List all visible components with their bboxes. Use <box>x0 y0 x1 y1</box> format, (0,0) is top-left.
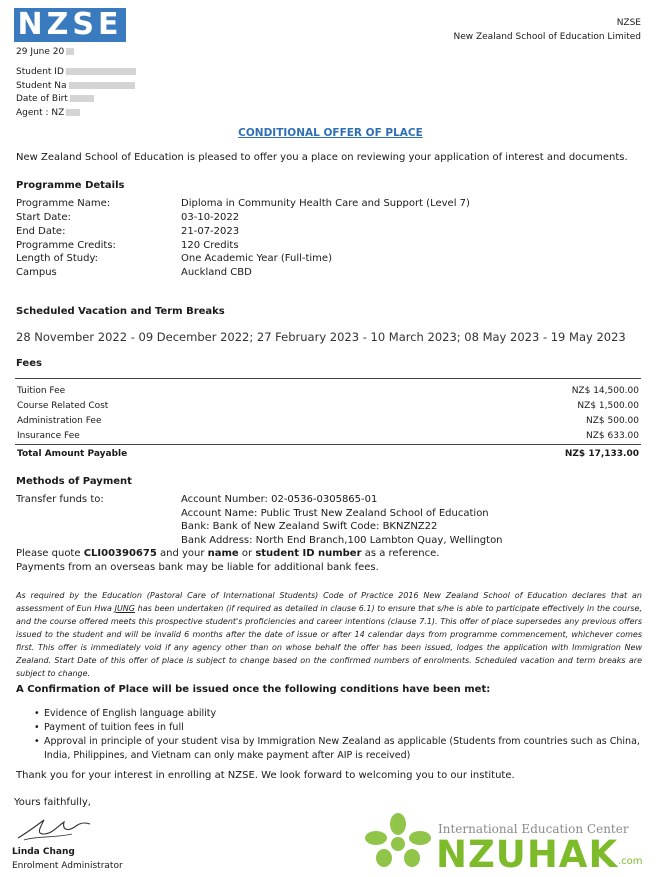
fee-value: NZ$ 1,500.00 <box>577 401 639 411</box>
student-id-label: Student ID <box>16 67 64 77</box>
student-name-label: Student Na <box>16 81 67 91</box>
programme-heading: Programme Details <box>16 180 125 191</box>
programme-label: Length of Study: <box>16 253 99 264</box>
quote-text: or <box>238 548 256 559</box>
quote-reference <box>16 548 439 559</box>
overseas-note: Payments from an overseas bank may be liable for additional bank fees. <box>16 562 379 573</box>
programme-value: Auckland CBD <box>181 267 252 278</box>
dob-label: Date of Birt <box>16 94 68 104</box>
programme-value: 03-10-2022 <box>181 212 240 223</box>
fee-label: Course Related Cost <box>17 401 109 411</box>
legal-declaration <box>16 589 642 680</box>
fees-heading: Fees <box>16 358 42 369</box>
programme-value: One Academic Year (Full-time) <box>181 253 332 264</box>
conditions-list <box>32 707 644 763</box>
watermark-suffix: .com <box>618 856 643 867</box>
nzuhak-flower-icon <box>362 812 434 874</box>
vacation-heading: Scheduled Vacation and Term Breaks <box>16 306 225 317</box>
dob-line <box>16 94 94 104</box>
fee-label: Tuition Fee <box>17 386 66 396</box>
quote-text: and your <box>156 548 208 559</box>
signature-image <box>14 812 94 844</box>
quote-suffix: as a reference. <box>361 548 440 559</box>
quote-name: name <box>207 548 239 559</box>
signer-name: Linda Chang <box>12 847 75 857</box>
fee-label: Administration Fee <box>17 416 102 426</box>
fees-divider-top <box>15 378 641 379</box>
quote-code: CLI00390675 <box>83 548 157 559</box>
programme-label: Programme Credits: <box>16 240 116 251</box>
transfer-label: Transfer funds to: <box>16 494 104 505</box>
legal-text: As required by the Education (Pastoral Care of International Students) Code of Practice 2016 New Zealand School of Education declares that an assessment of Eun Hwa <box>16 591 642 613</box>
condition-item: • Payment of tuition fees in full <box>32 721 644 735</box>
programme-label: Campus <box>16 267 57 278</box>
agent-line <box>16 108 80 118</box>
offer-intro: New Zealand School of Education is pleased to offer you a place on reviewing your application of interest and documents. <box>16 152 628 163</box>
programme-label: End Date: <box>16 226 66 237</box>
watermark-tagline: International Education Center <box>438 822 629 836</box>
org-full-name: New Zealand School of Education Limited <box>453 32 641 42</box>
watermark-brand: NZUHAK <box>436 833 619 876</box>
account-name: Account Name: Public Trust New Zealand School of Education <box>181 508 489 519</box>
bank-address: Bank Address: North End Branch,100 Lambton Quay, Wellington <box>181 535 503 546</box>
sign-off: Yours faithfully, <box>14 797 91 808</box>
condition-item: • Evidence of English language ability <box>32 707 644 721</box>
org-short-name: NZSE <box>616 18 641 28</box>
student-name-line <box>16 81 135 91</box>
programme-label: Start Date: <box>16 212 71 223</box>
programme-label: Programme Name: <box>16 198 111 209</box>
offer-title: CONDITIONAL OFFER OF PLACE <box>238 127 423 139</box>
quote-student-id: student ID number <box>255 548 362 559</box>
programme-value: 21-07-2023 <box>181 226 240 237</box>
programme-value: Diploma in Community Health Care and Support (Level 7) <box>181 198 470 209</box>
vacation-dates: 28 November 2022 - 09 December 2022; 27 February 2023 - 10 March 2023; 08 May 2023 - 19 May 2023 <box>16 330 626 344</box>
condition-item: • Approval in principle of your student visa by Immigration New Zealand as applicable (Students from countries such as China, India, Philippines, and Vietnam can only make payment after AIP is received) <box>32 735 644 763</box>
redaction <box>70 95 94 102</box>
agent-label: Agent : NZ <box>16 108 65 118</box>
legal-text: has been undertaken (if required as detailed in clause 6.1) to ensure that s/he is able to participate effectively in the course, and the course offered meets this prospective student's proficiencies and career intentions (clause 7.1). This offer of place supersedes any previous offers issued to the student and will be invalid 6 months after the date of issue or after 14 calendar days from programme commencement, whichever comes first. This offer is immediately void if any agency other than on whose behalf the offer has been issued, lodges the application with Immigration New Zealand. Start Date of this offer of place is subject to change based on the confirmed numbers of enrolments. Scheduled vacation and term breaks are subject to change. <box>16 604 642 678</box>
student-id-line <box>16 67 136 77</box>
nzse-logo: NZSE <box>14 8 126 42</box>
total-value: NZ$ 17,133.00 <box>564 449 639 459</box>
bank-name: Bank: Bank of New Zealand Swift Code: BKNZNZ22 <box>181 521 438 532</box>
redaction <box>66 109 80 116</box>
conditions-heading: A Confirmation of Place will be issued once the following conditions have been met: <box>16 684 491 695</box>
fee-label: Insurance Fee <box>17 431 80 441</box>
redaction <box>66 48 74 55</box>
signer-title: Enrolment Administrator <box>12 861 123 871</box>
total-label: Total Amount Payable <box>17 449 128 459</box>
thanks-text: Thank you for your interest in enrolling at NZSE. We look forward to welcoming you to our institute. <box>16 770 515 781</box>
redaction <box>66 68 136 75</box>
fees-divider-bottom <box>15 444 641 445</box>
account-number: Account Number: 02-0536-0305865-01 <box>181 494 378 505</box>
letter-date-text: 29 June 20 <box>16 47 65 57</box>
letter-date <box>16 47 74 57</box>
legal-student-surname: JUNG <box>114 604 135 613</box>
quote-prefix: Please quote <box>16 548 84 559</box>
fee-value: NZ$ 14,500.00 <box>571 386 639 396</box>
fee-value: NZ$ 633.00 <box>586 431 639 441</box>
fee-value: NZ$ 500.00 <box>586 416 639 426</box>
programme-value: 120 Credits <box>181 240 239 251</box>
redaction <box>69 82 135 89</box>
payment-heading: Methods of Payment <box>16 476 132 487</box>
